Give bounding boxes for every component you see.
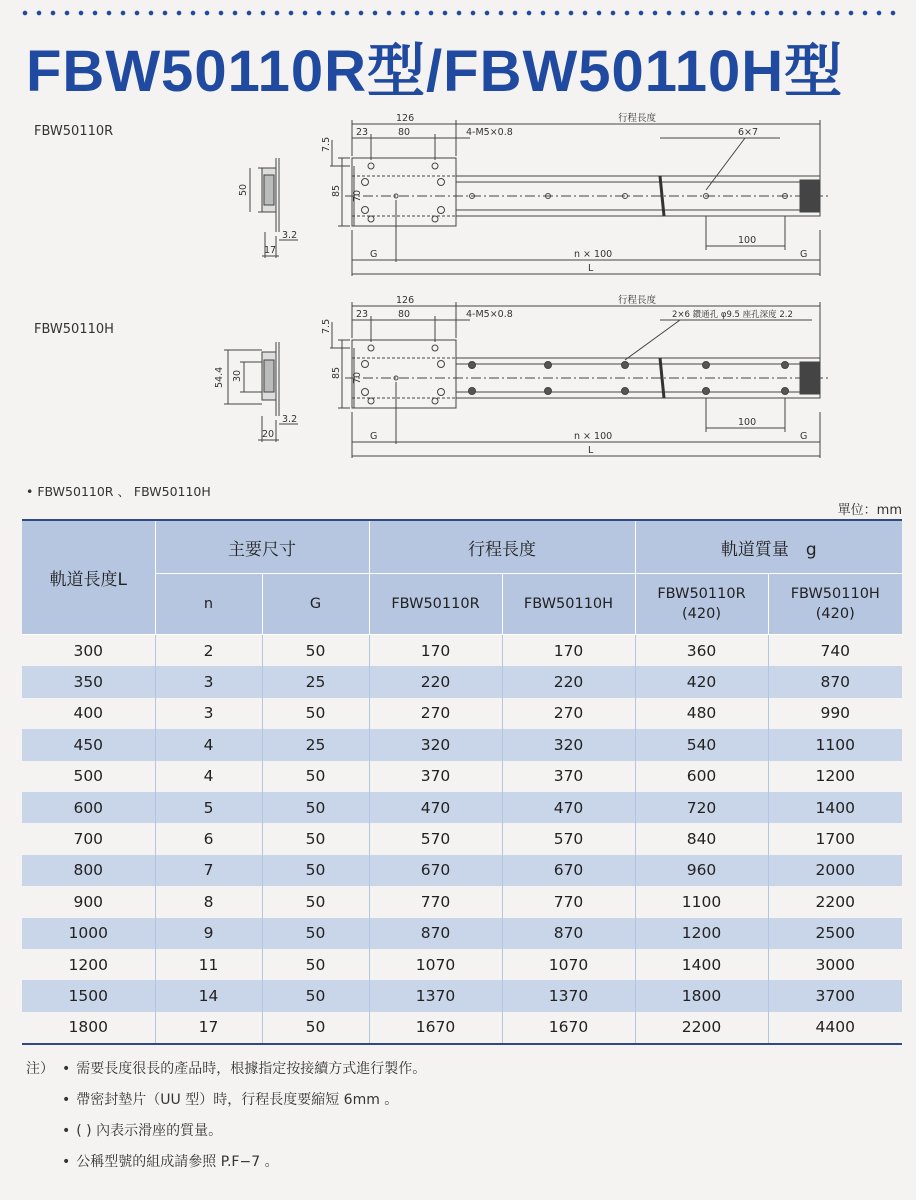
cell-mass-r: 960 xyxy=(635,855,768,886)
cell-mass-r: 720 xyxy=(635,792,768,823)
cell-mass-h: 870 xyxy=(768,666,902,697)
cell-n: 6 xyxy=(155,823,262,854)
col-n: n xyxy=(155,574,262,635)
cell-g: 50 xyxy=(262,635,369,667)
table-row xyxy=(22,980,902,1011)
cell-mass-h: 990 xyxy=(820,704,851,723)
h-dim-7-5: 7.5 xyxy=(321,318,332,334)
cell-mass-h: 3000 xyxy=(815,955,855,974)
table-row xyxy=(22,1012,902,1044)
r-dim-l: L xyxy=(588,263,594,274)
cell-mass-r: 840 xyxy=(635,823,768,854)
h-dim-23: 23 xyxy=(356,309,369,320)
r-dim-80: 80 xyxy=(398,127,411,138)
group-stroke: 行程長度 xyxy=(369,520,635,574)
h-dim-70: 70 xyxy=(352,371,363,384)
h-dim-3-2: 3.2 xyxy=(282,414,298,425)
cell-mass-h: 2200 xyxy=(815,892,855,911)
r-dim-85: 85 xyxy=(331,184,342,197)
cell-stroke-r: 370 xyxy=(369,761,502,792)
cell-stroke-r: 670 xyxy=(369,855,502,886)
cell-length: 800 xyxy=(22,855,155,886)
r-dim-100: 100 xyxy=(738,235,757,246)
r-dim-126: 126 xyxy=(396,113,415,124)
cell-g: 50 xyxy=(262,886,369,917)
cell-mass-h: 2000 xyxy=(768,855,902,886)
cell-g: 50 xyxy=(262,918,369,949)
cell-g: 25 xyxy=(262,729,369,760)
h-end-view xyxy=(224,342,298,442)
cell-mass-r: 1800 xyxy=(635,980,768,1011)
cell-mass-r: 540 xyxy=(635,729,768,760)
cell-stroke-h: 670 xyxy=(502,855,635,886)
cell-mass-r: 1400 xyxy=(635,949,768,980)
cell-stroke-r: 270 xyxy=(369,698,502,729)
h-dim-l: L xyxy=(588,445,594,456)
cell-n: 5 xyxy=(155,792,262,823)
cell-mass-h: 3700 xyxy=(768,980,902,1011)
cell-length: 900 xyxy=(22,886,155,917)
cell-stroke-r: 320 xyxy=(369,729,502,760)
cell-stroke-h: 470 xyxy=(502,792,635,823)
cell-n: 4 xyxy=(155,761,262,792)
h-hole-note-2: 2×6 鑽通孔 φ9.5 座孔深度 2.2 xyxy=(672,310,793,320)
cell-g: 50 xyxy=(262,761,369,792)
table-row xyxy=(22,635,902,667)
cell-mass-r: 480 xyxy=(635,698,768,729)
cell-mass-h: 740 xyxy=(820,641,851,660)
cell-stroke-r: 220 xyxy=(369,666,502,697)
cell-stroke-h: 1670 xyxy=(502,1012,635,1044)
cell-stroke-h: 570 xyxy=(502,823,635,854)
table-row xyxy=(22,729,902,760)
cell-stroke-h: 870 xyxy=(502,918,635,949)
col-mass-h-sub: (420) xyxy=(815,606,855,622)
cell-stroke-r: 770 xyxy=(369,886,502,917)
spec-table xyxy=(22,519,902,1045)
table-row xyxy=(22,886,902,917)
table-row xyxy=(22,823,902,854)
cell-stroke-h: 320 xyxy=(502,729,635,760)
table-row xyxy=(22,918,902,949)
cell-mass-r: 360 xyxy=(635,635,768,667)
model-label-r: FBW50110R xyxy=(34,124,114,139)
note-item: • 需要長度很長的產品時，根據指定按接續方式進行製作。 xyxy=(62,1058,662,1089)
h-dim-20: 20 xyxy=(262,429,275,440)
r-dim-70: 70 xyxy=(352,189,363,202)
cell-mass-r: 1200 xyxy=(635,918,768,949)
cell-n: 2 xyxy=(155,635,262,667)
col-stroke-h: FBW50110H xyxy=(502,574,635,635)
table-caption-text: FBW50110R 、 FBW50110H xyxy=(37,484,211,499)
cell-length: 450 xyxy=(22,729,155,760)
cell-length: 1000 xyxy=(22,918,155,949)
technical-drawing xyxy=(0,0,916,480)
notes-list xyxy=(62,1058,662,1182)
col-mass-r-name: FBW50110R xyxy=(657,586,746,602)
cell-stroke-h: 1370 xyxy=(502,980,635,1011)
cell-stroke-r: 870 xyxy=(369,918,502,949)
note-item: • 公稱型號的組成請參照 P.F−7 。 xyxy=(62,1151,662,1182)
cell-stroke-h: 220 xyxy=(502,666,635,697)
h-dim-100: 100 xyxy=(738,417,757,428)
cell-stroke-r: 1370 xyxy=(369,980,502,1011)
r-dim-g-left: G xyxy=(370,249,378,260)
col-length: 軌道長度L xyxy=(22,520,155,635)
col-mass-h-name: FBW50110H xyxy=(790,586,880,602)
cell-n: 9 xyxy=(155,918,262,949)
cell-length: 1200 xyxy=(22,949,155,980)
group-main-dims: 主要尺寸 xyxy=(155,520,369,574)
cell-length: 600 xyxy=(22,792,155,823)
table-row xyxy=(22,949,902,980)
r-slot-note: 6×7 xyxy=(738,127,759,138)
r-dim-g-right: G xyxy=(800,249,808,260)
cell-mass-h: 2500 xyxy=(768,918,902,949)
col-mass-h xyxy=(768,574,902,635)
r-stroke-label: 行程長度 xyxy=(618,113,657,124)
table-row xyxy=(22,666,902,697)
r-dim-23: 23 xyxy=(356,127,369,138)
note-item: • ( ) 內表示滑座的質量。 xyxy=(62,1120,662,1151)
cell-n: 7 xyxy=(155,855,262,886)
cell-mass-h: 1200 xyxy=(815,767,855,786)
cell-length: 1500 xyxy=(22,980,155,1011)
cell-mass-h: 4400 xyxy=(768,1012,902,1044)
r-end-view xyxy=(250,158,298,258)
cell-stroke-h: 170 xyxy=(502,635,635,667)
table-row xyxy=(22,698,902,729)
cell-g: 50 xyxy=(262,792,369,823)
col-mass-r-sub: (420) xyxy=(682,606,721,622)
h-dim-126: 126 xyxy=(396,295,415,306)
cell-mass-r: 420 xyxy=(635,666,768,697)
cell-stroke-h: 770 xyxy=(502,886,635,917)
note-item: • 帶密封墊片（UU 型）時，行程長度要縮短 6mm 。 xyxy=(62,1089,662,1120)
r-dim-17: 17 xyxy=(264,245,277,256)
h-dim-85: 85 xyxy=(331,366,342,379)
r-dim-n100: n × 100 xyxy=(574,249,613,260)
cell-n: 14 xyxy=(155,980,262,1011)
r-dim-7-5: 7.5 xyxy=(321,136,332,152)
cell-stroke-r: 1670 xyxy=(369,1012,502,1044)
cell-mass-r: 1100 xyxy=(635,886,768,917)
h-dim-n100: n × 100 xyxy=(574,431,613,442)
cell-stroke-h: 1070 xyxy=(502,949,635,980)
group-mass: 軌道質量 g xyxy=(635,520,902,574)
h-dim-80: 80 xyxy=(398,309,411,320)
r-dim-50: 50 xyxy=(238,183,249,196)
cell-g: 50 xyxy=(262,949,369,980)
col-stroke-r: FBW50110R xyxy=(369,574,502,635)
cell-n: 17 xyxy=(155,1012,262,1044)
cell-n: 11 xyxy=(155,949,262,980)
h-hole-note: 4-M5×0.8 xyxy=(466,309,513,320)
cell-g: 50 xyxy=(262,823,369,854)
cell-mass-r: 2200 xyxy=(635,1012,768,1044)
unit-label: 單位：mm xyxy=(837,503,902,518)
cell-length: 400 xyxy=(22,698,155,729)
cell-length: 500 xyxy=(22,761,155,792)
col-g: G xyxy=(262,574,369,635)
cell-mass-r: 600 xyxy=(635,761,768,792)
cell-g: 50 xyxy=(262,1012,369,1044)
table-row xyxy=(22,761,902,792)
cell-mass-h: 1400 xyxy=(768,792,902,823)
cell-stroke-r: 470 xyxy=(369,792,502,823)
cell-length: 350 xyxy=(22,666,155,697)
cell-g: 50 xyxy=(262,698,369,729)
h-dim-g-right: G xyxy=(800,431,808,442)
cell-n: 3 xyxy=(155,666,262,697)
page-title: FBW50110R型/FBW50110H型 xyxy=(26,39,844,104)
notes-head: 注） xyxy=(26,1061,54,1077)
h-stroke-label: 行程長度 xyxy=(618,295,657,306)
cell-stroke-r: 170 xyxy=(369,635,502,667)
cell-g: 25 xyxy=(262,666,369,697)
cell-stroke-r: 1070 xyxy=(369,949,502,980)
h-dim-g-left: G xyxy=(370,431,378,442)
cell-n: 3 xyxy=(155,698,262,729)
cell-mass-h: 1100 xyxy=(768,729,902,760)
table-row xyxy=(22,792,902,823)
cell-g: 50 xyxy=(262,980,369,1011)
h-dim-54-4: 54.4 xyxy=(214,366,225,388)
cell-stroke-h: 270 xyxy=(502,698,635,729)
cell-length: 1800 xyxy=(22,1012,155,1044)
table-caption: • FBW50110R 、 FBW50110H xyxy=(26,484,211,499)
cell-n: 4 xyxy=(155,729,262,760)
col-mass-r xyxy=(635,574,768,635)
model-label-h: FBW50110H xyxy=(34,322,114,337)
cell-length: 700 xyxy=(22,823,155,854)
r-dim-3-2: 3.2 xyxy=(282,230,298,241)
h-dim-30: 30 xyxy=(232,369,243,382)
cell-stroke-h: 370 xyxy=(502,761,635,792)
cell-n: 8 xyxy=(155,886,262,917)
table-row xyxy=(22,855,902,886)
cell-length: 300 xyxy=(22,635,155,667)
cell-stroke-r: 570 xyxy=(369,823,502,854)
r-hole-note: 4-M5×0.8 xyxy=(466,127,513,138)
cell-mass-h: 1700 xyxy=(815,830,855,849)
cell-g: 50 xyxy=(262,855,369,886)
